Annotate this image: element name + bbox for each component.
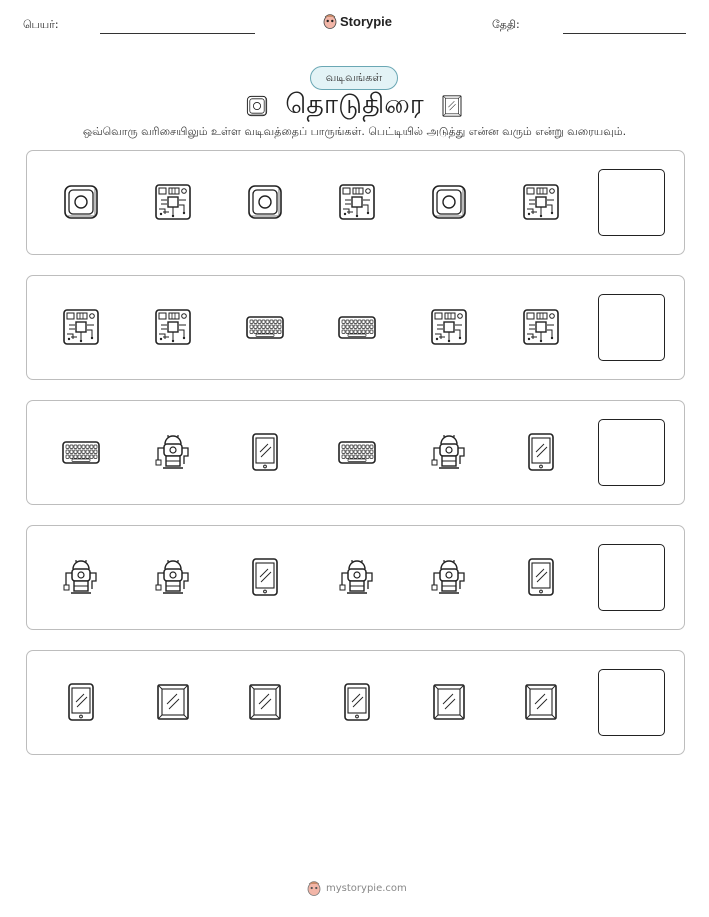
circuit-board-icon xyxy=(521,307,561,347)
button-icon xyxy=(429,182,469,222)
glass-panel-icon xyxy=(521,682,561,722)
tablet-icon xyxy=(245,557,285,597)
page-title: தொடுதிரை xyxy=(285,88,424,120)
keyboard-icon xyxy=(245,307,285,347)
tablet-icon xyxy=(521,557,561,597)
glass-panel-icon xyxy=(440,94,464,118)
footer xyxy=(307,880,407,896)
button-icon xyxy=(245,182,285,222)
circuit-board-icon xyxy=(61,307,101,347)
glass-panel-icon xyxy=(153,682,193,722)
robot-machine-icon xyxy=(153,557,193,597)
storypie-mascot-icon xyxy=(323,13,337,29)
answer-box[interactable] xyxy=(598,669,665,736)
tablet-icon xyxy=(521,432,561,472)
category-pill: வடிவங்கள் xyxy=(310,66,398,90)
robot-machine-icon xyxy=(61,557,101,597)
keyboard-icon xyxy=(61,432,101,472)
keyboard-icon xyxy=(337,307,377,347)
button-icon xyxy=(61,182,101,222)
storypie-mascot-icon xyxy=(307,880,321,896)
instructions: ஒவ்வொரு வரிசையிலும் உள்ள வடிவத்தைப் பாருங்கள். பெட்டியில் அடுத்து என்ன வரும் என்று வரையவும். xyxy=(82,125,627,138)
button-icon xyxy=(245,94,269,118)
pattern-row-3 xyxy=(26,400,685,505)
answer-box[interactable] xyxy=(598,419,665,486)
title-row xyxy=(0,89,709,123)
keyboard-icon xyxy=(337,432,377,472)
glass-panel-icon xyxy=(429,682,469,722)
robot-machine-icon xyxy=(337,557,377,597)
circuit-board-icon xyxy=(153,307,193,347)
name-line[interactable] xyxy=(100,33,255,34)
pattern-row-4 xyxy=(26,525,685,630)
robot-machine-icon xyxy=(153,432,193,472)
robot-machine-icon xyxy=(429,557,469,597)
name-label: பெயர்: xyxy=(23,18,59,31)
circuit-board-icon xyxy=(521,182,561,222)
circuit-board-icon xyxy=(429,307,469,347)
pattern-row-2 xyxy=(26,275,685,380)
tablet-icon xyxy=(337,682,377,722)
tablet-icon xyxy=(61,682,101,722)
date-label: தேதி: xyxy=(492,18,520,31)
tablet-icon xyxy=(245,432,285,472)
footer-site: mystorypie.com xyxy=(326,882,407,894)
glass-panel-icon xyxy=(245,682,285,722)
date-line[interactable] xyxy=(563,33,686,34)
circuit-board-icon xyxy=(153,182,193,222)
robot-machine-icon xyxy=(429,432,469,472)
answer-box[interactable] xyxy=(598,544,665,611)
answer-box[interactable] xyxy=(598,169,665,236)
pattern-row-1 xyxy=(26,150,685,255)
circuit-board-icon xyxy=(337,182,377,222)
pattern-row-5 xyxy=(26,650,685,755)
brand-logo xyxy=(323,13,392,29)
brand-name: Storypie xyxy=(340,13,393,29)
answer-box[interactable] xyxy=(598,294,665,361)
